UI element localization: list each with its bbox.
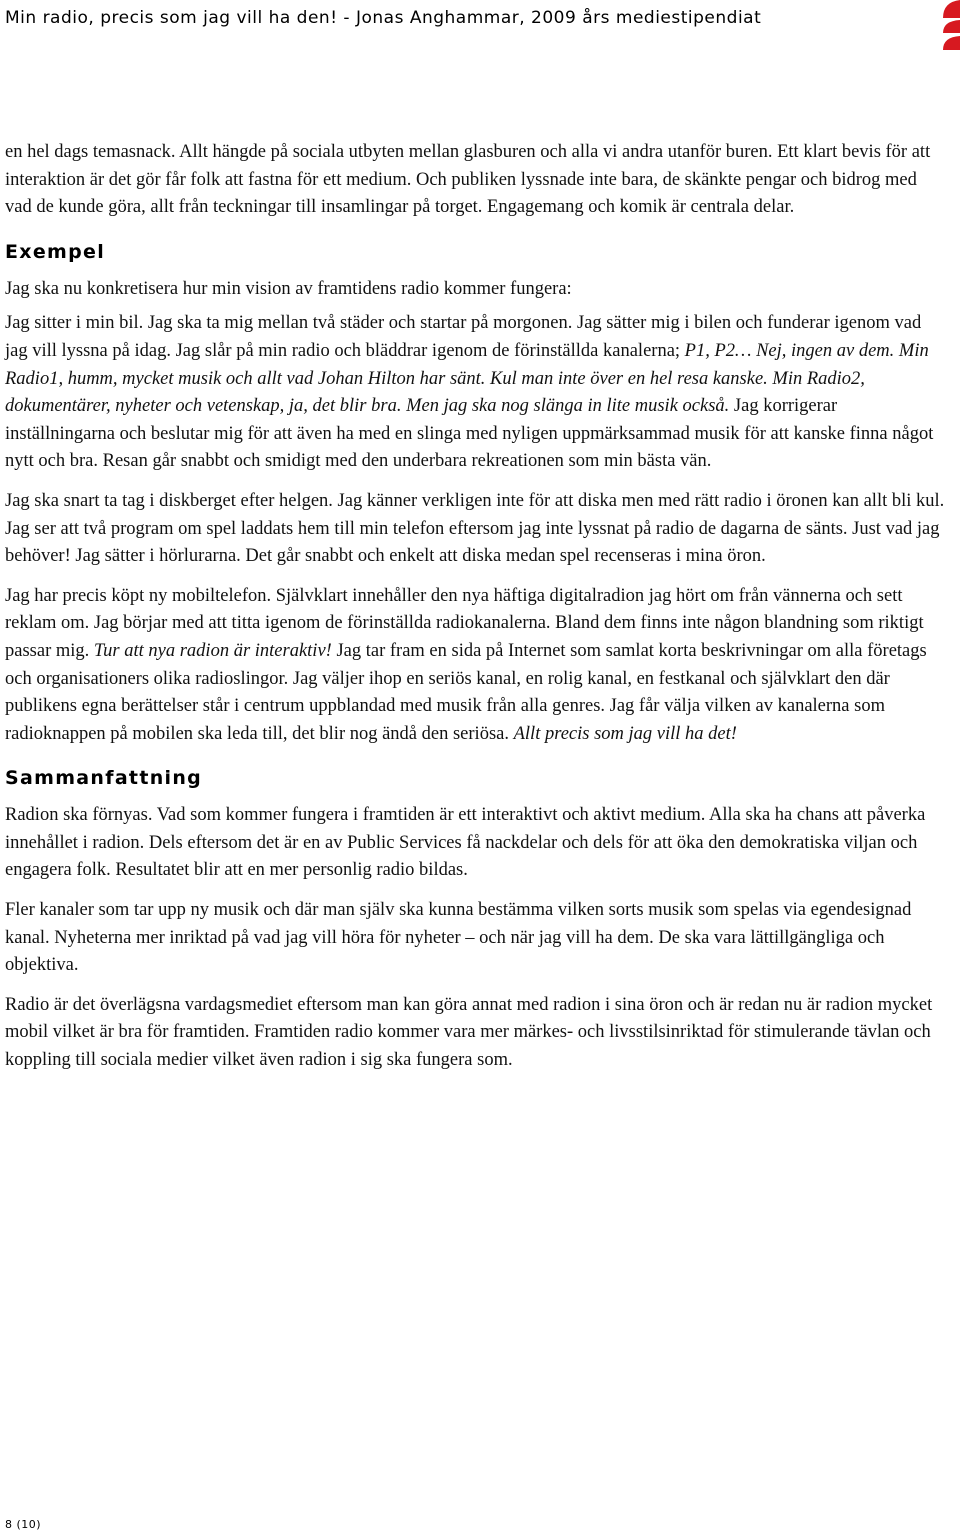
logo-stripe-top	[943, 0, 960, 18]
logo-stripe-bottom	[943, 36, 960, 50]
text-span: Jag tar fram en sida på Internet som samlat korta beskrivningar om alla företags och organisationers olika radioslingor. Jag väljer ihop en seriös kanal, en rolig kanal, en festkanal och självklart den där publikens egna berättelser står i centrum uppblandad med musik från alla genres. Jag får välja vilken av kanalerna som radioknappen på mobilen ska leda till, det blir nog ändå den seriösa.	[5, 640, 927, 744]
logo-stripe-middle	[943, 20, 960, 33]
document-body	[5, 139, 945, 1087]
italic-span: Tur att nya radion är interaktiv!	[93, 640, 332, 661]
paragraph-exempel-2	[5, 310, 945, 476]
paragraph-exempel-1: Jag ska nu konkretisera hur min vision av framtidens radio kommer fungera:	[5, 278, 572, 299]
paragraph-summary-3: Radio är det överlägsna vardagsmediet eftersom man kan göra annat med radion i sina öron och är redan nu är radion mycket mobil vilket är bra för framtiden. Framtiden radio kommer vara mer märkes- och livsstilsinriktad för stimulerande tävlan och koppling till sociala medier vilket även radion i sig ska fungera som.	[5, 994, 933, 1071]
paragraph-summary-1: Radion ska förnyas. Vad som kommer fungera i framtiden är ett interaktivt och aktivt medium. Alla ska ha chans att påverka innehållet i radion. Dels eftersom det är en av Public Services få nackdelar och dels för att öka den demokratiska viljan och engagera folk. Resultatet blir att en mer personlig radio bildas.	[5, 805, 926, 881]
text-span: Jag korrigerar inställningarna och beslutar mig för att även ha med en slinga med nyligen uppmärksammad musik för att kanske finna något nytt och bra. Resan går snabbt och smidigt med den underbara rekreationen som min bästa vän.	[5, 396, 934, 472]
brand-logo-icon	[943, 0, 960, 52]
page-header	[0, 0, 960, 40]
paragraph-summary-2: Fler kanaler som tar upp ny musik och där man själv ska kunna bestämma vilken sorts musik som spelas via egendesignad kanal. Nyheterna mer inriktad på vad jag vill höra för nyheter – och när jag vill ha dem. De ska vara lättillgängliga och objektiva.	[5, 900, 912, 976]
document-title: Min radio, precis som jag vill ha den! - Jonas Anghammar, 2009 års mediestipendiat	[5, 8, 762, 28]
paragraph-exempel-3: Jag ska snart ta tag i diskberget efter helgen. Jag känner verkligen inte för att diska men med rätt radio i öronen kan allt bli kul. Jag ser att två program om spel laddats hem till min telefon eftersom jag inte lyssnat på radio de dagarna de sänts. Just vad jag behöver! Jag sätter i hörlurarna. Det går snabbt och enkelt att diska medan spel recenseras i mina öron.	[5, 490, 945, 567]
paragraph-intro: en hel dags temasnack. Allt hängde på sociala utbyten mellan glasburen och alla vi andra utanför buren. Ett klart bevis för att interaktion är det gör får folk att fastna för ett medium. Och publiken lyssnade inte bara, de skänkte pengar och bidrog med vad de kunde göra, allt från teckningar till insamlingar på torget. Engagemang och komik är centrala delar.	[5, 142, 931, 218]
heading-sammanfattning: Sammanfattning	[5, 767, 203, 790]
page-number: 8 (10)	[5, 1518, 42, 1531]
italic-span: Allt precis som jag vill ha det!	[513, 723, 737, 744]
text-span: Jag sitter i min bil. Jag ska ta mig mellan två städer och startar på morgonen. Jag sätter mig i bilen och funderar igenom vad jag vill lyssna på idag. Jag slår på min radio och bläddrar igenom de förinställda kanalerna;	[5, 313, 922, 361]
italic-span: P1, P2… Nej, ingen av dem. Min Radio1, humm, mycket musik och allt vad Johan Hilton har sänt. Kul man inte över en hel resa kanske. Min Radio2, dokumentärer, nyheter och vetenskap, ja, det blir bra. Men jag ska nog slänga in lite musik också.	[5, 340, 929, 417]
text-span: Jag har precis köpt ny mobiltelefon. Självklart innehåller den nya häftiga digitalradion jag hört om från vännerna och sett reklam om. Jag börjar med att titta igenom de förinställda radiokanalerna. Bland dem finns inte någon blandning som riktigt passar mig.	[5, 585, 924, 661]
heading-exempel: Exempel	[5, 240, 106, 263]
paragraph-exempel-4	[5, 583, 945, 749]
